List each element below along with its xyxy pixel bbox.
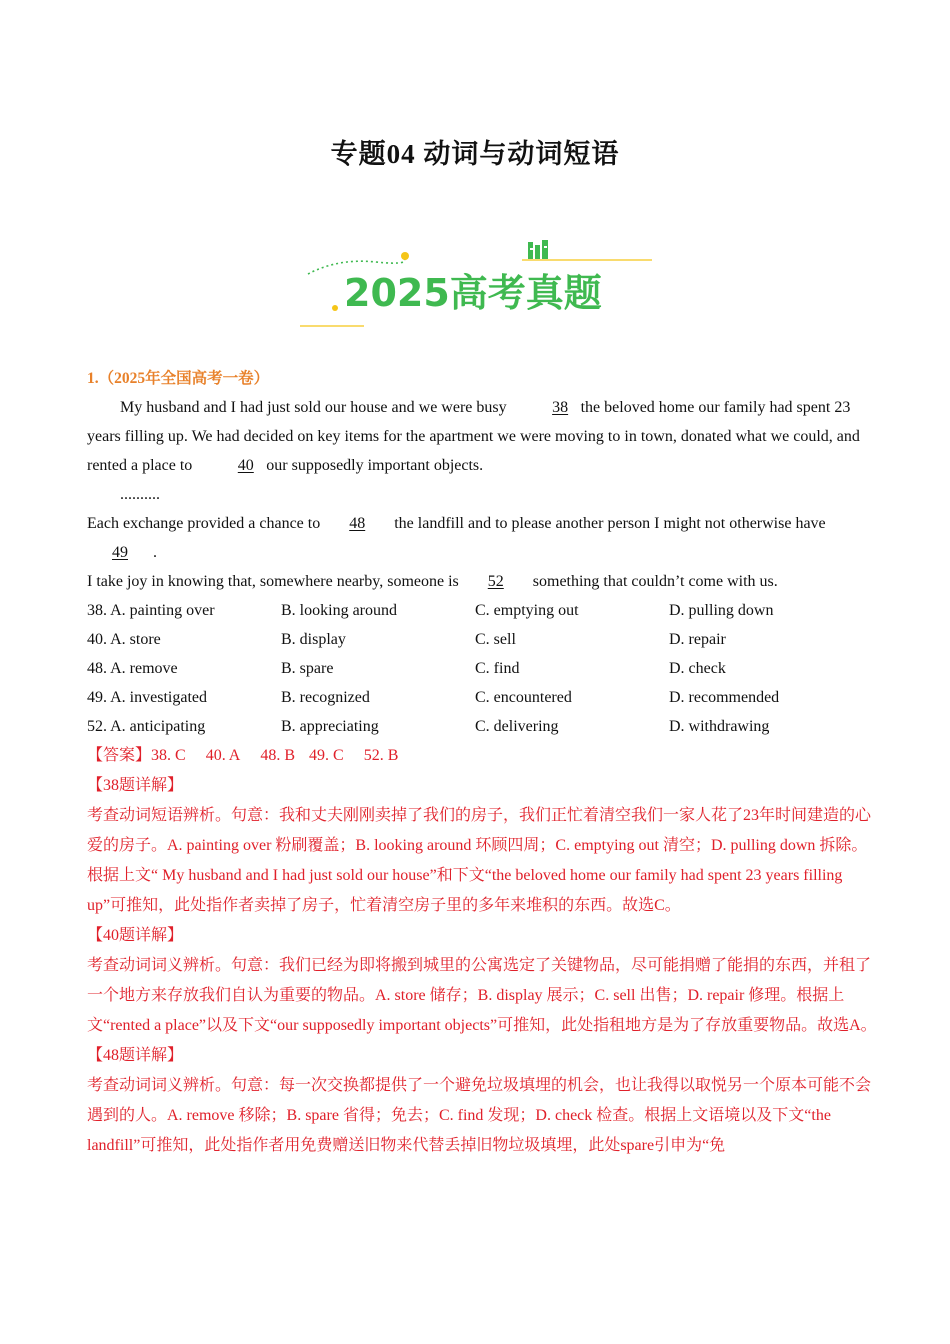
blank-48: 48 <box>349 515 366 532</box>
banner-text: 2025高考真题 <box>344 271 602 315</box>
question-header: 1.（2025年全国高考一卷） <box>87 370 270 387</box>
options-list <box>87 596 877 741</box>
passage-paragraph-2: Each exchange provided a chance to 48 the landfill and to please another person I might not otherwise have 49 . <box>87 509 877 567</box>
ellipsis: .......... <box>120 486 160 503</box>
option-row: 48. A. remove B. spare C. find D. check <box>87 660 726 677</box>
option-row: 49. A. investigated B. recognized C. encountered D. recommended <box>87 689 780 706</box>
option-row: 52. A. anticipating B. appreciating C. delivering D. withdrawing <box>87 718 770 735</box>
answer-line: 【答案】38. C 40. A 48. B 49. C 52. B <box>87 747 399 764</box>
exam-banner <box>298 236 654 332</box>
blank-52: 52 <box>487 573 504 590</box>
explanation-38-body: 考查动词短语辨析。句意：我和丈夫刚刚卖掉了我们的房子，我们正忙着清空我们一家人花了23年时间建造的心爱的房子。A. painting over 粉刷覆盖；B. looking around 环顾四周；C. emptying out 清空；D. pulling down 拆除。根据上文“ My husband and I had just sold our house”和下文“the beloved home our family had spent 23 years filling up”可推知，此处指作者卖掉了房子，忙着清空房子里的多年来堆积的东西。故选C。 <box>87 807 872 914</box>
blank-40: 40 <box>237 457 254 474</box>
blank-49: 49 <box>112 544 128 561</box>
option-row: 38. A. painting over B. looking around C. emptying out D. pulling down <box>87 602 774 619</box>
explanation-48-body: 考查动词词义辨析。句意：每一次交换都提供了一个避免垃圾填埋的机会，也让我得以取悦另一个原本可能不会遇到的人。A. remove 移除；B. spare 省得；免去；C. find 发现；D. check 检查。根据上文语境以及下文“the landfill”可推知，此处指作者用免费赠送旧物来代替丢掉旧物垃圾填埋，此处spare引申为“免 <box>87 1077 872 1154</box>
question-content <box>87 364 877 1161</box>
explanation-48-heading: 【48题详解】 <box>87 1047 184 1064</box>
page-title: 专题04 动词与动词短语 <box>330 139 620 169</box>
passage-paragraph-1: My husband and I had just sold our house and we were busy 38 the beloved home our family had spent 23 years filling up. We had decided on key items for the apartment we were moving to in town, donated what we could, and rented a place to 40 our supposedly important objects. <box>87 393 877 480</box>
explanation-40-heading: 【40题详解】 <box>87 927 184 944</box>
passage-paragraph-3: I take joy in knowing that, somewhere nearby, someone is 52 something that couldn’t come with us. <box>87 567 877 596</box>
explanation-38-heading: 【38题详解】 <box>87 777 184 794</box>
explanation-40-body: 考查动词词义辨析。句意：我们已经为即将搬到城里的公寓选定了关键物品，尽可能捐赠了能捐的东西，并租了一个地方来存放我们自认为重要的物品。A. store 储存；B. display 展示；C. sell 出售；D. repair 修理。根据上文“rented a place”以及下文“our supposedly important objects”可推知，此处指租地方是为了存放重要物品。故选A。 <box>87 957 877 1034</box>
option-row: 40. A. store B. display C. sell D. repair <box>87 631 726 648</box>
blank-38: 38 <box>552 399 569 416</box>
